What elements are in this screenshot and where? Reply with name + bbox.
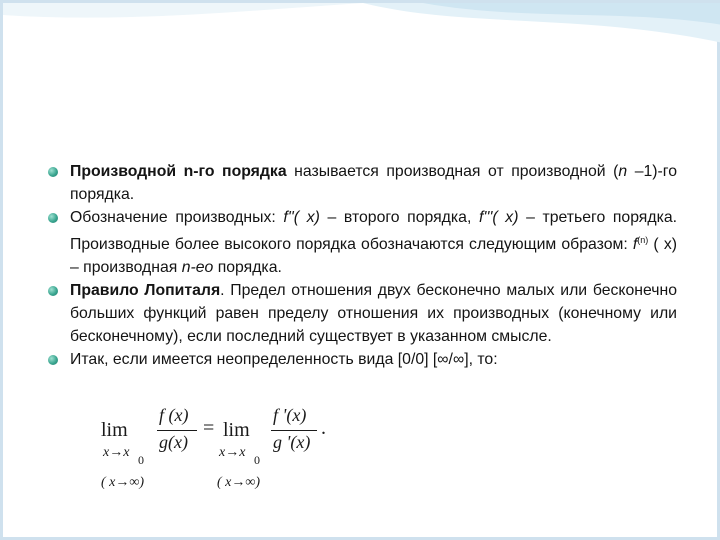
bullet-icon <box>48 355 58 365</box>
item-text: – третьего порядка. Производные более высокого порядка обозначаются следующим образом: <box>70 209 678 253</box>
item-italic: n-ео <box>181 259 214 276</box>
nth-derivative-function: f <box>632 236 638 253</box>
period: . <box>321 417 326 439</box>
item-tail: порядка. <box>213 259 282 276</box>
decorative-wave <box>3 3 720 83</box>
bullet-icon <box>48 213 58 223</box>
slide-body <box>45 160 677 371</box>
fraction-bar <box>157 430 197 431</box>
denominator: g(x) <box>159 432 188 452</box>
second-derivative-notation: f''( x) <box>283 209 320 226</box>
limit-subscript: x→x <box>103 445 130 460</box>
numerator: f '(x) <box>273 405 307 425</box>
fraction-bar <box>271 430 317 431</box>
item-text: называется производная от производной ( <box>286 163 619 180</box>
item-text: – второго порядка, <box>319 209 479 226</box>
nth-derivative-order: (n) <box>637 235 649 245</box>
term-bold: Производной n-го порядка <box>70 163 287 180</box>
lim-label: lim <box>101 419 128 441</box>
numerator: f (x) <box>159 405 189 425</box>
lim-label: lim <box>223 419 250 441</box>
lhopital-formula <box>97 403 357 503</box>
list-item <box>45 348 677 371</box>
nth-derivative-arg: ( x) <box>648 236 677 253</box>
bullet-icon <box>48 286 58 296</box>
item-tail: –1)-го порядка. <box>70 163 677 203</box>
limit-subscript: x→x <box>219 445 246 460</box>
limit-condition: ( x→∞) <box>101 475 145 490</box>
denominator: g '(x) <box>273 432 311 452</box>
limit-subscript-index: 0 <box>138 453 144 467</box>
list-item <box>45 279 677 348</box>
third-derivative-notation: f'''( x) <box>478 209 519 226</box>
list-item <box>45 206 677 279</box>
limit-subscript-index: 0 <box>254 453 260 467</box>
bullet-icon <box>48 167 58 177</box>
list-item <box>45 160 677 206</box>
item-text: . Предел отношения двух бесконечно малых или бесконечно больших функций равен пределу отношения их производных (конечному или бесконечному), если последний существует в указанном смысле. <box>70 282 677 345</box>
item-italic: n <box>618 163 628 180</box>
item-text: Итак, если имеется неопределенность вида [0/0] [∞/∞], то: <box>70 351 498 368</box>
item-text: Обозначение производных: <box>70 209 284 226</box>
term-bold: Правило Лопиталя <box>70 282 221 299</box>
limit-condition: ( x→∞) <box>217 475 261 490</box>
equals-sign: = <box>203 417 215 439</box>
item-text: – производная <box>70 259 182 276</box>
